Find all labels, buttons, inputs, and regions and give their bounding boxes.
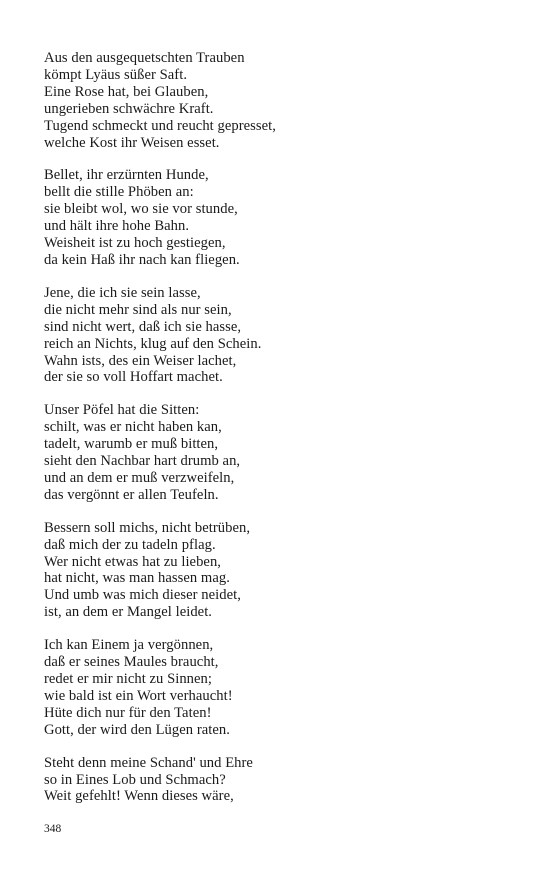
verse-line: Wahn ists, des ein Weiser lachet, [44, 352, 237, 369]
verse-line: Aus den ausgequetschten Trauben [44, 50, 245, 66]
verse-line: der sie so voll Hoffart machet. [44, 369, 223, 386]
stanza-5 [44, 520, 514, 621]
verse-line: kömpt Lyäus süßer Saft. [44, 66, 188, 83]
verse-line: reich an Nichts, klug auf den Schein. [44, 335, 262, 352]
verse-line: da kein Haß ihr nach kan fliegen. [44, 251, 240, 268]
poem-text [44, 50, 514, 821]
verse-line: und an dem er muß verzweifeln, [44, 469, 235, 486]
verse-line: ungerieben schwächre Kraft. [44, 100, 214, 117]
page-number: 348 [44, 823, 62, 835]
verse-line: welche Kost ihr Weisen esset. [44, 134, 220, 151]
verse-line: redet er mir nicht zu Sinnen; [44, 671, 213, 687]
verse-line: schilt, was er nicht haben kan, [44, 419, 222, 436]
stanza-2 [44, 167, 514, 268]
verse-line: Weit gefehlt! Wenn dieses wäre, [44, 788, 234, 805]
verse-line: hat nicht, was man hassen mag. [44, 570, 230, 587]
stanza-1 [44, 50, 514, 151]
verse-line: Weisheit ist zu hoch gestiegen, [44, 235, 226, 252]
verse-line: das vergönnt er allen Teufeln. [44, 486, 219, 503]
verse-line: tadelt, warumb er muß bitten, [44, 436, 219, 453]
verse-line: sieht den Nachbar hart drumb an, [44, 453, 241, 470]
stanza-6 [44, 637, 514, 738]
verse-line: Eine Rose hat, bei Glauben, [44, 83, 209, 100]
verse-line: daß mich der zu tadeln pflag. [44, 536, 216, 553]
stanza-3 [44, 285, 514, 386]
verse-line: Wer nicht etwas hat zu lieben, [44, 553, 222, 570]
verse-line: Tugend schmeckt und reucht gepresset, [44, 117, 276, 134]
verse-line: und hält ihre hohe Bahn. [44, 218, 190, 235]
verse-line: Hüte dich nur für den Taten! [44, 704, 212, 721]
verse-line: Gott, der wird den Lügen raten. [44, 721, 230, 738]
verse-line: Jene, die ich sie sein lasse, [44, 284, 201, 301]
stanza-4 [44, 402, 514, 503]
verse-line: sind nicht wert, daß ich sie hasse, [44, 318, 242, 335]
verse-line: sie bleibt wol, wo sie vor stunde, [44, 201, 238, 218]
verse-line: wie bald ist ein Wort verhaucht! [44, 687, 233, 704]
verse-line: Bessern soll michs, nicht betrüben, [44, 519, 251, 536]
verse-line: so in Eines Lob und Schmach? [44, 771, 226, 788]
verse-line: Unser Pöfel hat die Sitten: [44, 402, 200, 419]
verse-line: Steht denn meine Schand' und Ehre [44, 754, 253, 771]
verse-line: Bellet, ihr erzürnten Hunde, [44, 167, 209, 184]
verse-line: ist, an dem er Mangel leidet. [44, 604, 213, 621]
verse-line: die nicht mehr sind als nur sein, [44, 301, 232, 318]
verse-line: bellt die stille Phöben an: [44, 184, 194, 201]
stanza-7 [44, 755, 514, 806]
verse-line: daß er seines Maules braucht, [44, 654, 219, 671]
verse-line: Und umb was mich dieser neidet, [44, 587, 241, 604]
verse-line: Ich kan Einem ja vergönnen, [44, 637, 214, 654]
